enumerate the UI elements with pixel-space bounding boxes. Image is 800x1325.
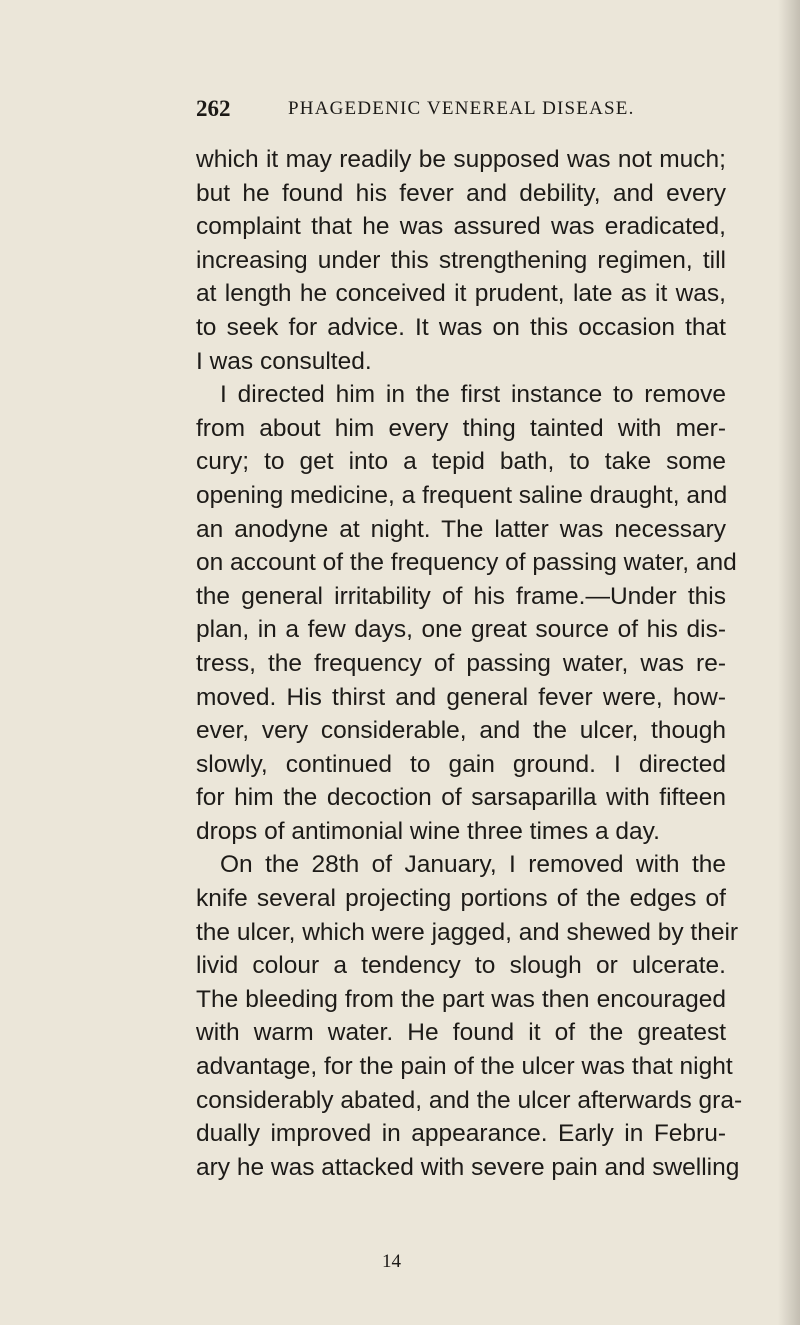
text-line: on account of the frequency of passing water, and [196,549,737,577]
text-line: ever, very considerable, and the ulcer, though [196,717,726,745]
text-line: I was consulted. [196,347,372,375]
text-line: an anodyne at night. The latter was necessary [196,515,726,543]
text-line: tress, the frequency of passing water, was re- [196,649,726,677]
text-line: advantage, for the pain of the ulcer was that night [196,1053,733,1081]
text-line: the general irritability of his frame.—Under this [196,582,726,610]
text-line: cury; to get into a tepid bath, to take some [196,448,726,476]
text-line: to seek for advice. It was on this occasion that [196,313,726,341]
body-text [196,143,743,1184]
text-line: at length he conceived it prudent, late as it was, [196,280,726,308]
text-line: slowly, continued to gain ground. I directed [196,750,726,778]
text-line: which it may readily be supposed was not much; [196,146,726,173]
text-line: The bleeding from the part was then encouraged [196,985,726,1013]
text-line: drops of antimonial wine three times a day. [196,817,660,845]
text-line: plan, in a few days, one great source of his dis- [196,616,726,644]
page-edge-shadow [778,0,800,1325]
text-line: ary he was attacked with severe pain and swelling [196,1153,740,1181]
text-line: opening medicine, a frequent saline draught, and [196,481,728,509]
page-number: 262 [196,96,231,121]
text-line: with warm water. He found it of the greatest [196,1019,726,1047]
text-line: complaint that he was assured was eradicated, [196,213,726,241]
text-line: but he found his fever and debility, and every [196,179,726,207]
text-line: moved. His thirst and general fever were, how- [196,683,726,711]
text-line: for him the decoction of sarsaparilla with fifteen [196,784,726,812]
text-line: the ulcer, which were jagged, and shewed by their [196,918,739,946]
text-line: knife several projecting portions of the edges of [196,885,726,913]
page-header [196,96,716,130]
text-line: considerably abated, and the ulcer afterwards gra- [196,1086,743,1114]
text-line: increasing under this strengthening regimen, till [196,246,726,274]
signature-mark: 14 [382,1251,401,1272]
text-line: from about him every thing tainted with mer- [196,414,726,442]
text-line: livid colour a tendency to slough or ulcerate. [196,952,726,980]
text-line: I directed him in the first instance to remove [220,381,726,409]
text-line: On the 28th of January, I removed with the [220,851,726,879]
text-line: dually improved in appearance. Early in Febru- [196,1120,726,1148]
running-head: PHAGEDENIC VENEREAL DISEASE. [288,98,635,119]
